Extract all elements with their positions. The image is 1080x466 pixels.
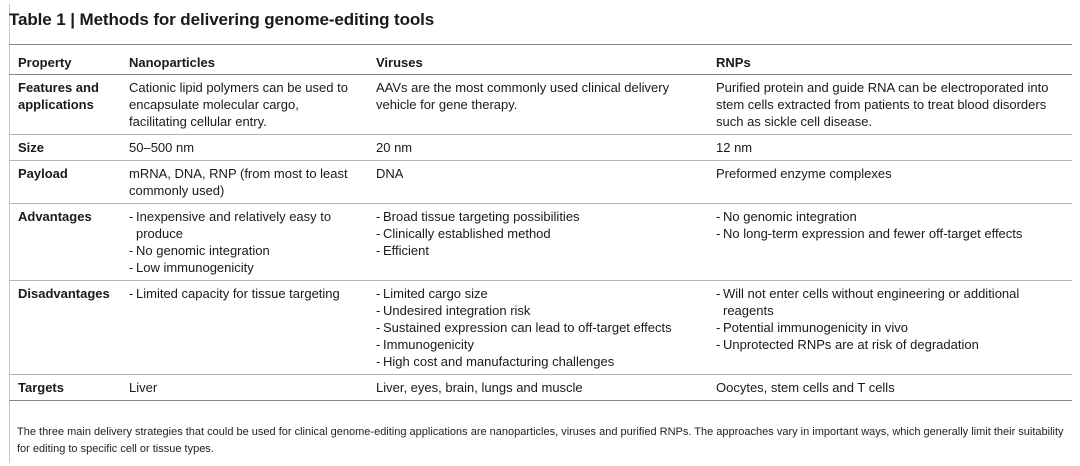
bullet-list xyxy=(129,208,360,276)
header-viruses: Viruses xyxy=(368,50,708,75)
cell-nanoparticles: Liver xyxy=(120,375,368,401)
cell-viruses xyxy=(368,281,708,375)
cell-nanoparticles xyxy=(120,281,368,375)
cell-rnps xyxy=(708,204,1072,281)
list-item: - Limited capacity for tissue targeting xyxy=(129,285,348,302)
bullet-list xyxy=(716,208,1062,242)
bullet-list xyxy=(376,208,708,259)
table-row xyxy=(9,281,1072,375)
bullet-list xyxy=(716,285,1066,353)
table-title: Table 1 | Methods for delivering genome-editing tools xyxy=(9,10,435,29)
bullet-list xyxy=(129,285,348,302)
header-row xyxy=(9,50,1072,75)
cell-nanoparticles: 50–500 nm xyxy=(120,135,368,161)
bullet-list xyxy=(376,285,708,370)
list-item: - No genomic integration xyxy=(129,242,360,259)
header-nanoparticles: Nanoparticles xyxy=(120,50,368,75)
row-property: Payload xyxy=(9,161,120,204)
list-item: - Sustained expression can lead to off-target effects xyxy=(376,319,708,336)
list-item: - Undesired integration risk xyxy=(376,302,708,319)
table-row xyxy=(9,204,1072,281)
list-item: - Potential immunogenicity in vivo xyxy=(716,319,1066,336)
list-item: - Limited cargo size xyxy=(376,285,708,302)
cell-nanoparticles: Cationic lipid polymers can be used to encapsulate molecular cargo, facilitating cellular entry. xyxy=(120,75,368,135)
list-item: - Broad tissue targeting possibilities xyxy=(376,208,708,225)
table-row xyxy=(9,75,1072,135)
cell-viruses: Liver, eyes, brain, lungs and muscle xyxy=(368,375,708,401)
table-row xyxy=(9,375,1072,401)
cell-rnps: 12 nm xyxy=(708,135,1072,161)
list-item: - Unprotected RNPs are at risk of degradation xyxy=(716,336,1066,353)
header-property: Property xyxy=(9,50,120,75)
cell-viruses: 20 nm xyxy=(368,135,708,161)
header-rnps: RNPs xyxy=(708,50,1072,75)
cell-nanoparticles xyxy=(120,204,368,281)
list-item: - Inexpensive and relatively easy to produce xyxy=(129,208,360,242)
title-rule xyxy=(9,44,1072,45)
table-row xyxy=(9,161,1072,204)
list-item: - Clinically established method xyxy=(376,225,708,242)
row-property: Targets xyxy=(9,375,120,401)
cell-rnps xyxy=(708,281,1072,375)
list-item: - No genomic integration xyxy=(716,208,1062,225)
table-caption: The three main delivery strategies that could be used for clinical genome-editing applications are nanoparticles, viruses and purified RNPs. The approaches vary in important ways, which generally limit their suitability for editing to specific cell or tissue types. xyxy=(17,426,1064,455)
list-item: - High cost and manufacturing challenges xyxy=(376,353,708,370)
cell-viruses: AAVs are the most commonly used clinical delivery vehicle for gene therapy. xyxy=(368,75,708,135)
cell-rnps: Preformed enzyme complexes xyxy=(708,161,1072,204)
cell-viruses xyxy=(368,204,708,281)
row-property: Advantages xyxy=(9,204,120,281)
list-item: - Efficient xyxy=(376,242,708,259)
list-item: - Immunogenicity xyxy=(376,336,708,353)
list-item: - Will not enter cells without engineering or additional reagents xyxy=(716,285,1066,319)
cell-nanoparticles: mRNA, DNA, RNP (from most to least commonly used) xyxy=(120,161,368,204)
row-property: Disadvantages xyxy=(9,281,120,375)
list-item: - Low immunogenicity xyxy=(129,259,360,276)
methods-table xyxy=(9,50,1072,401)
cell-rnps: Purified protein and guide RNA can be electroporated into stem cells extracted from patients to treat blood disorders such as sickle cell disease. xyxy=(708,75,1072,135)
list-item: - No long-term expression and fewer off-target effects xyxy=(716,225,1062,242)
row-property: Features and applications xyxy=(9,75,120,135)
cell-rnps: Oocytes, stem cells and T cells xyxy=(708,375,1072,401)
row-property: Size xyxy=(9,135,120,161)
table-row xyxy=(9,135,1072,161)
cell-viruses: DNA xyxy=(368,161,708,204)
